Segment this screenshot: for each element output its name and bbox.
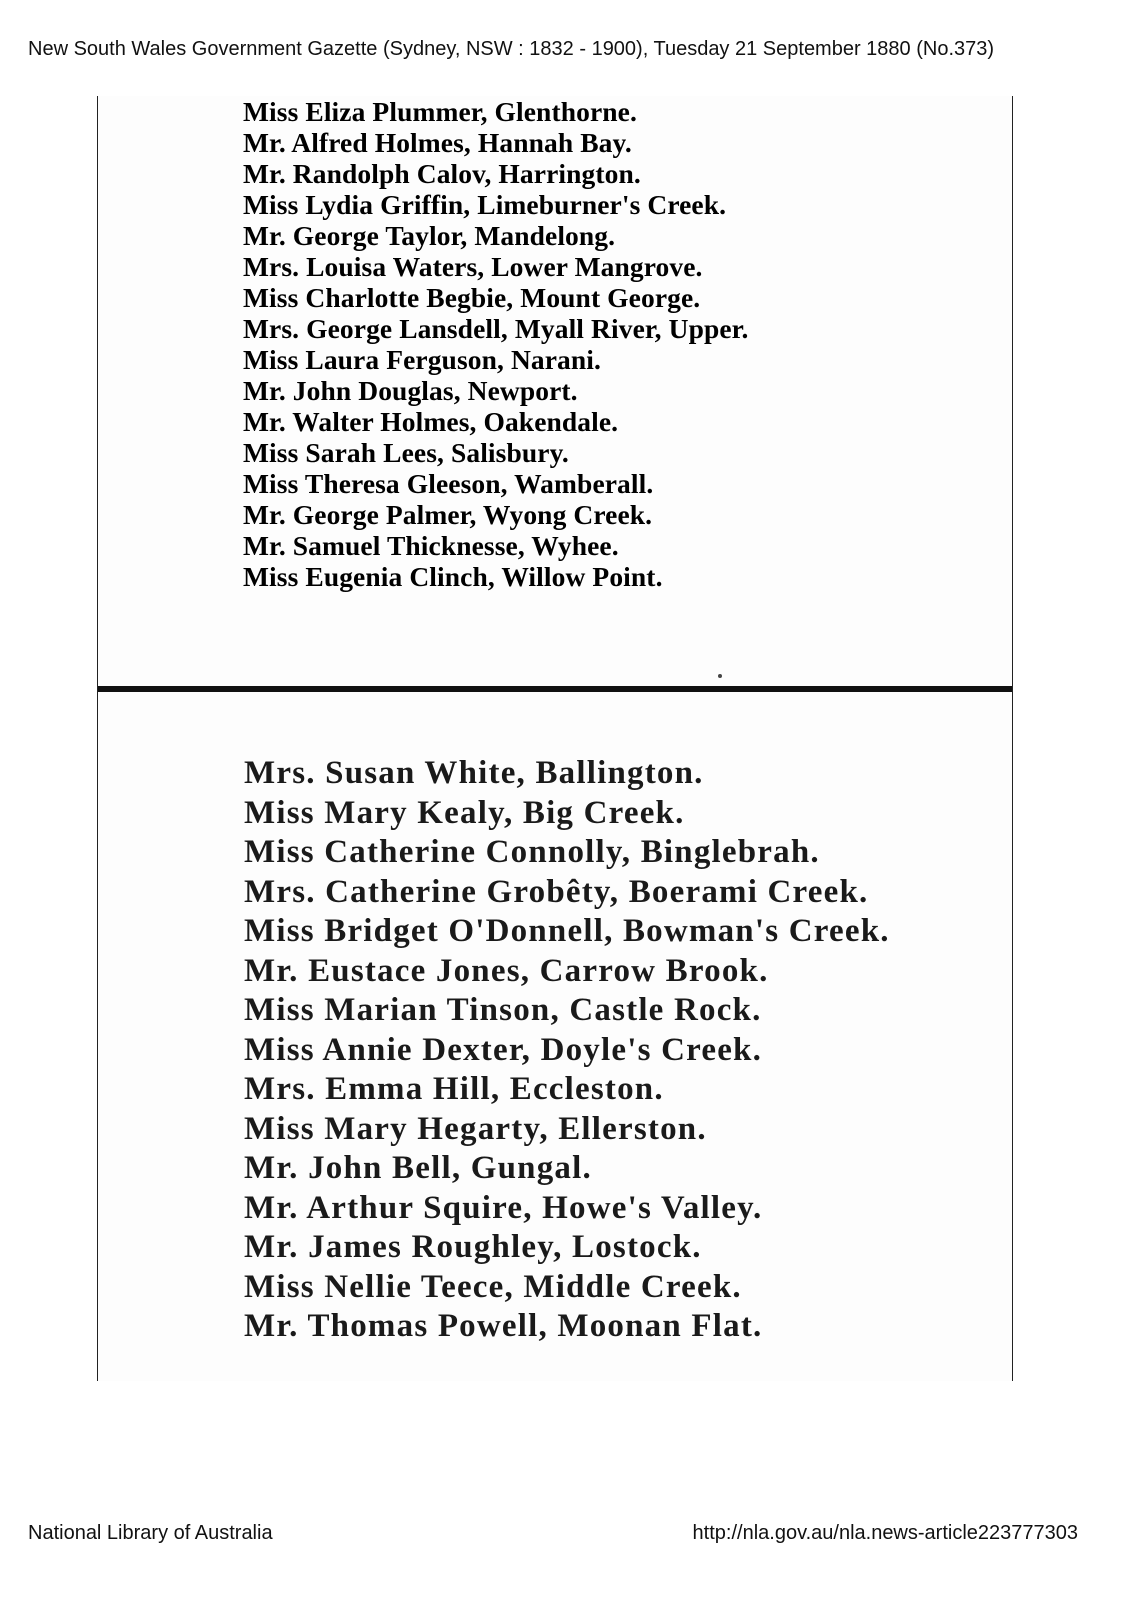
list-item: Miss Sarah Lees, Salisbury. [243, 437, 569, 468]
list-item: Miss Annie Dexter, Doyle's Creek. [244, 1031, 763, 1068]
list-item: Mr. Randolph Calov, Harrington. [243, 158, 641, 189]
list-item: Miss Laura Ferguson, Narani. [243, 344, 602, 375]
footer-url[interactable]: http://nla.gov.au/nla.news-article223777303 [692, 1522, 1078, 1544]
footer-source: National Library of Australia [28, 1522, 273, 1544]
list-item: Mr. George Palmer, Wyong Creek. [243, 499, 653, 530]
list-item: Mr. John Bell, Gungal. [244, 1150, 592, 1186]
list-item: Miss Mary Hegarty, Ellerston. [244, 1110, 707, 1147]
list-item: Mr. Alfred Holmes, Hannah Bay. [243, 127, 632, 158]
list-item: Miss Lydia Griffin, Limeburner's Creek. [243, 189, 727, 220]
list-item: Miss Bridget O'Donnell, Bowman's Creek. [244, 913, 890, 949]
list-item: Mr. Thomas Powell, Moonan Flat. [244, 1308, 763, 1344]
list-item: Mr. Arthur Squire, Howe's Valley. [244, 1189, 763, 1226]
list-item: Mrs. Emma Hill, Eccleston. [244, 1071, 664, 1107]
list-item: Miss Catherine Connolly, Binglebrah. [244, 834, 820, 870]
list-item: Mr. Eustace Jones, Carrow Brook. [244, 952, 769, 989]
list-item: Miss Nellie Teece, Middle Creek. [244, 1268, 742, 1305]
list-item: Mrs. Susan White, Ballington. [244, 755, 704, 791]
list-item: Mr. James Roughley, Lostock. [244, 1229, 702, 1265]
clipping-section-bottom [98, 699, 1012, 1381]
appointment-list-top [243, 96, 748, 592]
list-item: Miss Eugenia Clinch, Willow Point. [243, 561, 663, 592]
clipping-section-top [98, 96, 1012, 706]
list-item: Mrs. Louisa Waters, Lower Mangrove. [243, 251, 703, 282]
appointment-list-bottom [244, 754, 890, 1347]
citation-header: New South Wales Government Gazette (Sydney, NSW : 1832 - 1900), Tuesday 21 September 1880 (No.373) [28, 38, 995, 60]
list-item: Miss Charlotte Begbie, Mount George. [243, 282, 701, 313]
list-item: Mr. George Taylor, Mandelong. [243, 220, 616, 251]
list-item: Miss Theresa Gleeson, Wamberall. [243, 468, 654, 499]
list-item: Miss Marian Tinson, Castle Rock. [244, 992, 762, 1028]
list-item: Mr. John Douglas, Newport. [243, 375, 578, 406]
list-item: Mrs. Catherine Grobêty, Boerami Creek. [244, 873, 869, 910]
gazette-clipping [97, 96, 1013, 1381]
print-speck [718, 674, 722, 678]
list-item: Mrs. George Lansdell, Myall River, Upper. [243, 313, 749, 344]
list-item: Mr. Walter Holmes, Oakendale. [243, 406, 619, 437]
list-item: Miss Eliza Plummer, Glenthorne. [243, 96, 637, 127]
list-item: Miss Mary Kealy, Big Creek. [244, 794, 685, 831]
list-item: Mr. Samuel Thicknesse, Wyhee. [243, 530, 619, 561]
section-divider [98, 686, 1012, 692]
cut-off-text-line [244, 1357, 854, 1365]
